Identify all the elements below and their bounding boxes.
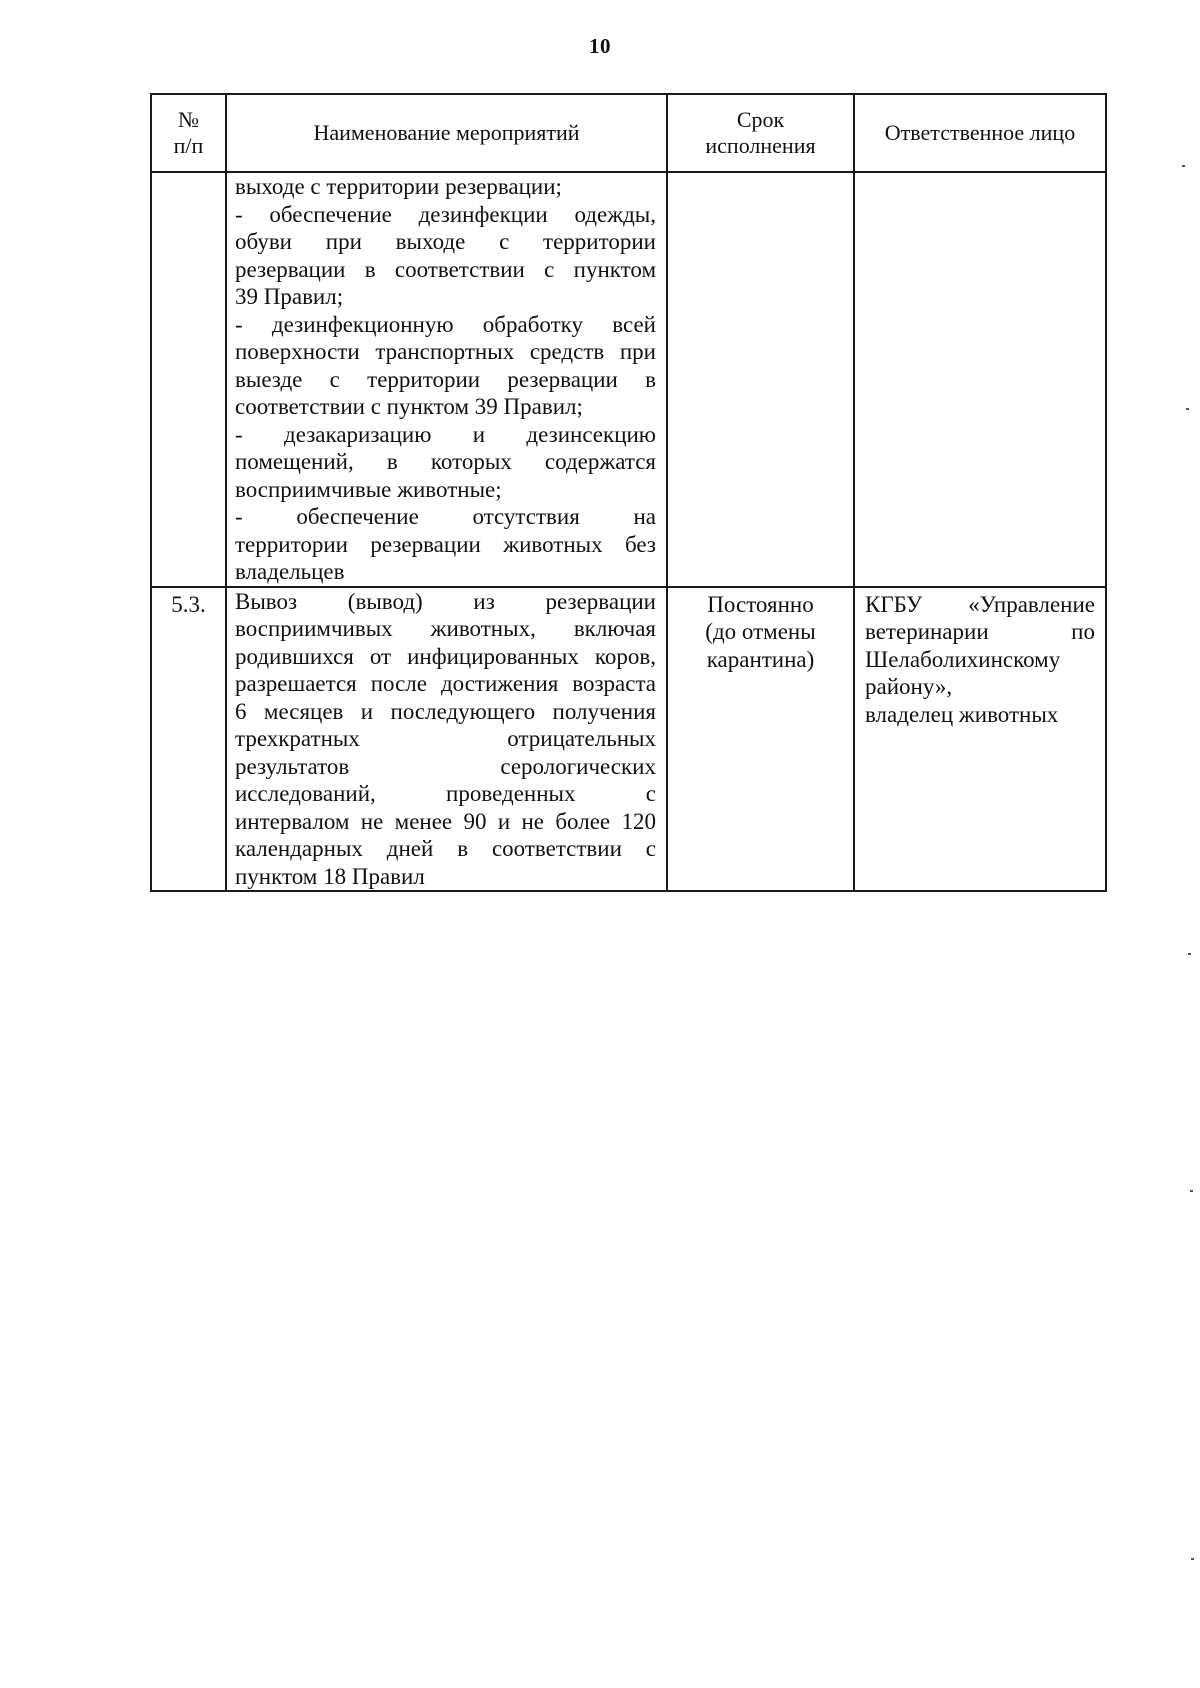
- text-line: результатов серологических: [235, 753, 656, 779]
- header-num-line-1: №: [178, 107, 199, 132]
- text-line: интервалом не менее 90 и не более 120: [235, 808, 656, 834]
- text-line: Вывоз (вывод) из резервации: [235, 588, 656, 614]
- text-line: родившихся от инфицированных коров,: [235, 643, 656, 669]
- header-num-line-2: п/п: [173, 133, 204, 158]
- text-line: карантина): [706, 646, 815, 672]
- header-term-line-1: Срок: [736, 107, 785, 132]
- text-line: ветеринарии по: [865, 619, 1095, 644]
- text-line: владелец животных: [865, 701, 1059, 727]
- text-line: - дезинфекционную обработку всей: [235, 311, 656, 337]
- text-line: Постоянно: [707, 591, 814, 617]
- text-line: трехкратных отрицательных: [235, 726, 656, 751]
- text-line: помещений, в которых содержатся: [235, 449, 656, 474]
- table-body: [151, 172, 1106, 891]
- cell-responsible: [854, 172, 1106, 587]
- text-line: разрешается после достижения возраста: [235, 671, 656, 696]
- cell-term: [667, 587, 854, 892]
- text-line: восприимчивые животные;: [235, 476, 502, 502]
- text-line: 6 месяцев и последующего получения: [235, 698, 656, 724]
- table-row: [151, 587, 1106, 892]
- text-line: выезде с территории резервации в: [235, 366, 656, 392]
- text-line: владельцев: [235, 559, 345, 584]
- header-term: [667, 94, 854, 172]
- text-line: пунктом 18 Правил: [235, 863, 425, 889]
- text-line: территории резервации животных без: [235, 531, 656, 557]
- cell-num: [151, 172, 226, 587]
- page-number: 10: [589, 34, 611, 58]
- text-line: поверхности транспортных средств при: [235, 339, 656, 364]
- cell-num: 5.3.: [151, 587, 226, 892]
- text-line: восприимчивых животных, включая: [235, 616, 656, 641]
- header-term-line-2: исполнения: [705, 133, 816, 158]
- text-line: соответствии с пунктом 39 Правил;: [235, 394, 583, 419]
- text-line: (до отмены: [705, 619, 816, 644]
- text-line: 39 Правил;: [235, 284, 344, 309]
- text-line: - обеспечение дезинфекции одежды,: [235, 201, 656, 227]
- cell-name: [226, 587, 667, 892]
- header-num: [151, 94, 226, 172]
- header-responsible: Ответственное лицо: [854, 94, 1106, 172]
- text-line: - дезакаризацию и дезинсекцию: [235, 421, 656, 447]
- header-name: Наименование мероприятий: [226, 94, 667, 172]
- text-line: КГБУ «Управление: [865, 591, 1095, 617]
- text-line: району»,: [865, 674, 953, 699]
- text-line: календарных дней в соответствии с: [235, 836, 656, 861]
- cell-term: [667, 172, 854, 587]
- cell-responsible: [854, 587, 1106, 892]
- table-row: [151, 172, 1106, 587]
- text-line: исследований, проведенных с: [235, 781, 656, 806]
- text-line: резервации в соответствии с пунктом: [235, 256, 656, 282]
- text-line: Шелаболихинскому: [865, 646, 1061, 672]
- table-header-row: [151, 94, 1106, 172]
- text-line: обуви при выходе с территории: [235, 229, 656, 254]
- measures-table: [150, 93, 1107, 892]
- text-line: - обеспечение отсутствия на: [235, 504, 656, 529]
- text-line: выходе с территории резервации;: [235, 174, 562, 199]
- cell-name: [226, 172, 667, 587]
